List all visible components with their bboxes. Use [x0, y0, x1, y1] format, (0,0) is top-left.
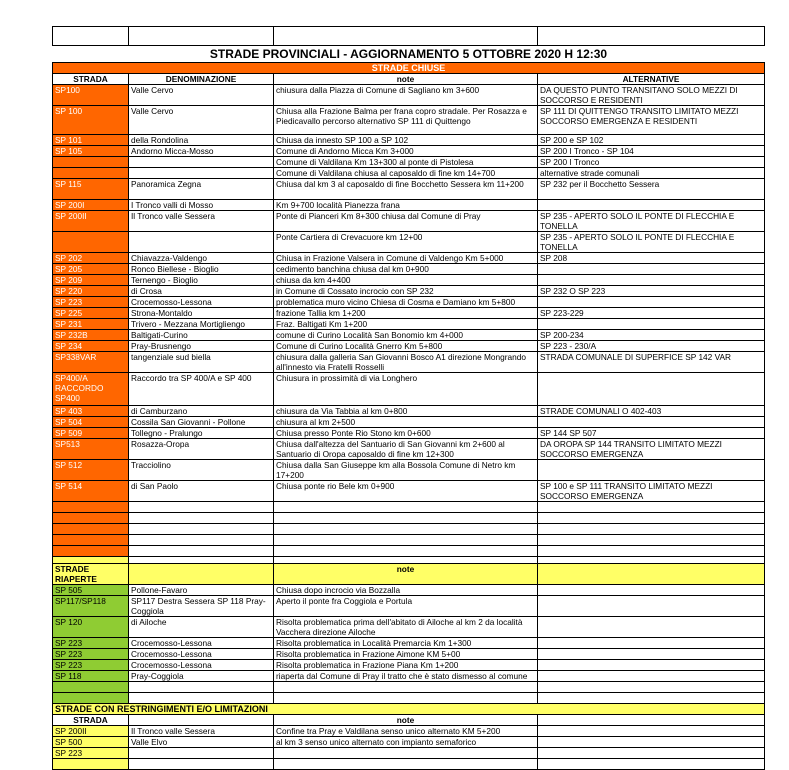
denominazione-cell: Crocemosso-Lessona [129, 297, 274, 308]
blank-cell [538, 535, 765, 546]
strada-cell: SP 500 [53, 737, 129, 748]
blank-cell [129, 564, 274, 585]
blank-cell [538, 682, 765, 693]
denominazione-cell: tangenziale sud biella [129, 352, 274, 373]
blank-cell [274, 682, 538, 693]
closed-empty-row [53, 535, 765, 546]
closed-row [53, 211, 765, 232]
blank-cell [274, 535, 538, 546]
page-title: STRADE PROVINCIALI - AGGIORNAMENTO 5 OTTOBRE 2020 H 12:30 [209, 47, 608, 61]
denominazione-cell [129, 157, 274, 168]
denominazione-cell: Andorno Micca-Mosso [129, 146, 274, 157]
note-cell: Chiusa presso Ponte Rio Stono km 0+600 [274, 428, 538, 439]
closed-row [53, 308, 765, 319]
note-cell: Comune di Valdilana Km 13+300 al ponte di Pistolesa [274, 157, 538, 168]
blank-cell [538, 748, 765, 759]
denominazione-cell: Valle Cervo [129, 85, 274, 106]
blank-cell [538, 726, 765, 737]
blank-cell [129, 513, 274, 524]
closed-column-headers [53, 74, 765, 85]
strada-cell: SP 505 [53, 585, 129, 596]
strada-cell: SP 209 [53, 275, 129, 286]
alternative-cell [538, 417, 765, 428]
note-cell: Chiusa alla Frazione Balma per frana copro stradale. Per Rosazza e Piedicavallo percorso alternativo SP 111 di Quittengo [274, 106, 538, 135]
alternative-cell: SP 200 e SP 102 [538, 135, 765, 146]
reopened-note-header: note [274, 564, 538, 585]
denominazione-cell [129, 168, 274, 179]
strada-cell: SP 234 [53, 341, 129, 352]
strada-cell: SP 509 [53, 428, 129, 439]
strada-cell: SP513 [53, 439, 129, 460]
note-cell: comune di Curino Località San Bonomio km 4+000 [274, 330, 538, 341]
limited-row [53, 737, 765, 748]
blank-cell [538, 585, 765, 596]
blank-cell [129, 715, 274, 726]
alternative-cell: SP 200-234 [538, 330, 765, 341]
alternative-cell [538, 264, 765, 275]
blank-cell [538, 660, 765, 671]
blank-cell [129, 693, 274, 704]
note-cell: chiusura dalla galleria San Giovanni Bosco A1 direzione Mongrando all'innesto via Fratelli Rosselli [274, 352, 538, 373]
alternative-cell: alternative strade comunali [538, 168, 765, 179]
alternative-cell [538, 319, 765, 330]
denominazione-cell: Crocemosso-Lessona [129, 638, 274, 649]
strada-cell: SP 232B [53, 330, 129, 341]
denominazione-cell: Crocemosso-Lessona [129, 649, 274, 660]
note-cell: in Comune di Cossato incrocio con SP 232 [274, 286, 538, 297]
denominazione-cell: Ronco Biellese - Bioglio [129, 264, 274, 275]
denominazione-cell: Ternengo - Bioglio [129, 275, 274, 286]
strada-cell: SP 115 [53, 179, 129, 200]
note-header: note [274, 715, 538, 726]
note-cell: Confine tra Pray e Valdilana senso unico alternato KM 5+200 [274, 726, 538, 737]
closed-row [53, 417, 765, 428]
blank-cell [129, 546, 274, 557]
alternative-cell: SP 200 I Tronco - SP 104 [538, 146, 765, 157]
closed-section-header [53, 63, 765, 74]
strada-cell: SP 200II [53, 211, 129, 232]
note-cell: chiusura da Via Tabbia al km 0+800 [274, 406, 538, 417]
blank-cell [129, 502, 274, 513]
strada-cell [53, 513, 129, 524]
strada-cell: SP400/A RACCORDO SP400 [53, 373, 129, 406]
strada-cell [53, 546, 129, 557]
note-cell: chiusura al km 2+500 [274, 417, 538, 428]
strada-cell: SP 202 [53, 253, 129, 264]
closed-row [53, 330, 765, 341]
alternative-cell [538, 275, 765, 286]
strada-cell [53, 524, 129, 535]
strada-cell: SP 120 [53, 617, 129, 638]
note-cell: Ponte Cartiera di Crevacuore km 12+00 [274, 232, 538, 253]
strada-cell: SP 223 [53, 660, 129, 671]
closed-row [53, 428, 765, 439]
denominazione-cell: Il Tronco valle Sessera [129, 211, 274, 232]
blank-cell [538, 638, 765, 649]
note-cell: Chiusa dopo incrocio via Bozzalla [274, 585, 538, 596]
blank-cell [538, 524, 765, 535]
blank-cell [538, 693, 765, 704]
closed-row [53, 286, 765, 297]
blank-cell [538, 502, 765, 513]
strada-cell: SP 101 [53, 135, 129, 146]
closed-row [53, 460, 765, 481]
denominazione-header: DENOMINAZIONE [129, 74, 274, 85]
reopened-row [53, 649, 765, 660]
strada-cell: SP 220 [53, 286, 129, 297]
strada-cell: SP 514 [53, 481, 129, 502]
blank-cell [538, 649, 765, 660]
blank-cell [274, 27, 538, 46]
strada-cell: SP 105 [53, 146, 129, 157]
closed-row [53, 157, 765, 168]
reopened-row [53, 638, 765, 649]
closed-row [53, 341, 765, 352]
reopened-section-header [53, 564, 765, 585]
alternative-cell: STRADA COMUNALE DI SUPERFICE SP 142 VAR [538, 352, 765, 373]
strada-cell: SP 504 [53, 417, 129, 428]
strada-cell: SP 200II [53, 726, 129, 737]
blank-cell [129, 557, 274, 564]
denominazione-cell: Tollegno - Pralungo [129, 428, 274, 439]
alternative-cell: STRADE COMUNALI O 402-403 [538, 406, 765, 417]
note-cell: frazione Tallia km 1+200 [274, 308, 538, 319]
alternative-cell: SP 100 e SP 111 TRANSITO LIMITATO MEZZI SOCCORSO EMERGENZA [538, 481, 765, 502]
closed-row [53, 275, 765, 286]
blank-cell [538, 715, 765, 726]
alternative-cell: DA OROPA SP 144 TRANSITO LIMITATO MEZZI SOCCORSO EMERGENZA [538, 439, 765, 460]
denominazione-cell: Cossila San Giovanni - Pollone [129, 417, 274, 428]
note-cell [274, 748, 538, 759]
denominazione-cell [129, 232, 274, 253]
blank-cell [538, 737, 765, 748]
denominazione-cell: Il Tronco valle Sessera [129, 726, 274, 737]
closed-empty-row [53, 513, 765, 524]
note-cell: problematica muro vicino Chiesa di Cosma e Damiano km 5+800 [274, 297, 538, 308]
closed-row [53, 135, 765, 146]
note-cell: Chiusa da innesto SP 100 a SP 102 [274, 135, 538, 146]
closed-row [53, 146, 765, 157]
alternative-cell [538, 460, 765, 481]
road-status-sheet [52, 26, 765, 770]
blank-cell [538, 557, 765, 564]
strada-cell: SP 200I [53, 200, 129, 211]
reopened-row [53, 596, 765, 617]
note-cell: Chiusa ponte rio Bele km 0+900 [274, 481, 538, 502]
alternative-cell: SP 223 - 230/A [538, 341, 765, 352]
blank-cell [274, 546, 538, 557]
blank-cell [274, 524, 538, 535]
note-cell: Chiusa dalla San Giuseppe km alla Bossola Comune di Netro km 17+200 [274, 460, 538, 481]
note-cell: Chiusa in Frazione Valsera in Comune di Valdengo Km 5+000 [274, 253, 538, 264]
denominazione-cell: Valle Cervo [129, 106, 274, 135]
closed-row [53, 200, 765, 211]
denominazione-cell: della Rondolina [129, 135, 274, 146]
denominazione-cell: Pray-Coggiola [129, 671, 274, 682]
closed-empty-row [53, 546, 765, 557]
note-cell: al km 3 senso unico alternato con impianto semaforico [274, 737, 538, 748]
reopened-row [53, 660, 765, 671]
blank-cell [538, 596, 765, 617]
blank-cell [53, 27, 129, 46]
closed-empty-row [53, 524, 765, 535]
strada-header: STRADA [53, 74, 129, 85]
limited-row [53, 748, 765, 759]
note-cell: Comune di Curino Località Gnerro Km 5+800 [274, 341, 538, 352]
title-row [53, 46, 765, 63]
reopened-empty-row [53, 693, 765, 704]
closed-row [53, 264, 765, 275]
closed-row [53, 297, 765, 308]
denominazione-cell: Baltigati-Curino [129, 330, 274, 341]
reopened-row [53, 671, 765, 682]
note-cell: Km 9+700 località Pianezza frana [274, 200, 538, 211]
denominazione-cell: Pollone-Favaro [129, 585, 274, 596]
denominazione-cell: Tracciolino [129, 460, 274, 481]
reopened-section-label: STRADE RIAPERTE [53, 564, 129, 585]
blank-cell [129, 27, 274, 46]
alternative-cell: SP 223-229 [538, 308, 765, 319]
strada-cell: SP 223 [53, 649, 129, 660]
blank-cell [274, 513, 538, 524]
blank-cell [274, 502, 538, 513]
note-cell: Risolta problematica in Frazione Aimone KM 5+00 [274, 649, 538, 660]
blank-cell [274, 693, 538, 704]
closed-row [53, 319, 765, 330]
blank-cell [538, 546, 765, 557]
strada-cell [53, 535, 129, 546]
closed-row [53, 179, 765, 200]
strada-cell: SP117/SP118 [53, 596, 129, 617]
note-cell: Chiusa dal km 3 al caposaldo di fine Bocchetto Sessera km 11+200 [274, 179, 538, 200]
alternative-cell: SP 235 - APERTO SOLO IL PONTE DI FLECCHIA E TONELLA [538, 232, 765, 253]
alternative-cell: SP 200 I Tronco [538, 157, 765, 168]
closed-row [53, 232, 765, 253]
alternative-cell: SP 232 O SP 223 [538, 286, 765, 297]
closed-row [53, 481, 765, 502]
closed-row [53, 168, 765, 179]
note-cell: Chiusa dall'altezza del Santuario di San Giovanni km 2+600 al Santuario di Oropa caposaldo di fine km 12+300 [274, 439, 538, 460]
denominazione-cell: di Crosa [129, 286, 274, 297]
top-blank-row [53, 27, 765, 46]
strada-cell: SP 223 [53, 297, 129, 308]
strada-cell [53, 682, 129, 693]
note-cell: Risolta problematica prima dell'abitato di Ailoche al km 2 da località Vacchera direzione Ailoche [274, 617, 538, 638]
denominazione-cell [129, 748, 274, 759]
alternative-cell: DA QUESTO PUNTO TRANSITANO SOLO MEZZI DI SOCCORSO E RESIDENTI [538, 85, 765, 106]
strada-cell: SP338VAR [53, 352, 129, 373]
denominazione-cell: Pray-Brusnengo [129, 341, 274, 352]
reopened-row [53, 585, 765, 596]
note-cell: Ponte di Pianceri Km 8+300 chiusa dal Comune di Pray [274, 211, 538, 232]
strada-cell [53, 232, 129, 253]
denominazione-cell: SP117 Destra Sessera SP 118 Pray-Coggiola [129, 596, 274, 617]
strada-cell [53, 168, 129, 179]
strada-cell: SP 205 [53, 264, 129, 275]
note-cell: chiusura dalla Piazza di Comune di Sagliano km 3+600 [274, 85, 538, 106]
limited-section-header [53, 704, 765, 715]
alternative-cell [538, 200, 765, 211]
alternative-cell: SP 111 DI QUITTENGO TRANSITO LIMITATO MEZZI SOCCORSO EMERGENZA E RESIDENTI [538, 106, 765, 135]
closed-row [53, 106, 765, 135]
note-cell: Risolta problematica in Frazione Piana Km 1+200 [274, 660, 538, 671]
strada-cell [53, 693, 129, 704]
alternative-header: ALTERNATIVE [538, 74, 765, 85]
blank-cell [129, 524, 274, 535]
alternative-cell: SP 235 - APERTO SOLO IL PONTE DI FLECCHIA E TONELLA [538, 211, 765, 232]
alternative-cell: SP 232 per il Bocchetto Sessera [538, 179, 765, 200]
denominazione-cell: Crocemosso-Lessona [129, 660, 274, 671]
note-cell: Fraz. Baltigati Km 1+200 [274, 319, 538, 330]
closed-row [53, 439, 765, 460]
blank-cell [538, 671, 765, 682]
strada-cell: SP 512 [53, 460, 129, 481]
reopened-empty-row [53, 682, 765, 693]
strada-cell: SP100 [53, 85, 129, 106]
note-cell: chiusa da km 4+400 [274, 275, 538, 286]
strada-cell: SP 223 [53, 638, 129, 649]
blank-cell [538, 617, 765, 638]
strada-cell: SP 225 [53, 308, 129, 319]
denominazione-cell: Trivero - Mezzana Mortigliengo [129, 319, 274, 330]
strada-cell: SP 118 [53, 671, 129, 682]
note-header: note [274, 74, 538, 85]
closed-row [53, 373, 765, 406]
strada-cell [53, 502, 129, 513]
alternative-cell: SP 144 SP 507 [538, 428, 765, 439]
note-cell: Comune di Andorno Micca Km 3+000 [274, 146, 538, 157]
closed-row [53, 352, 765, 373]
note-cell: riaperta dal Comune di Pray il tratto che è stato dismesso al comune [274, 671, 538, 682]
note-cell: cedimento banchina chiusa dal km 0+900 [274, 264, 538, 275]
denominazione-cell: di Camburzano [129, 406, 274, 417]
denominazione-cell: Raccordo tra SP 400/A e SP 400 [129, 373, 274, 406]
section-gap [53, 557, 765, 564]
closed-row [53, 253, 765, 264]
denominazione-cell: Chiavazza-Valdengo [129, 253, 274, 264]
blank-cell [274, 557, 538, 564]
alternative-cell: SP 208 [538, 253, 765, 264]
blank-cell [538, 564, 765, 585]
closed-row [53, 406, 765, 417]
blank-cell [53, 557, 129, 564]
blank-cell [129, 535, 274, 546]
blank-cell [129, 682, 274, 693]
denominazione-cell: Rosazza-Oropa [129, 439, 274, 460]
strada-cell: SP 403 [53, 406, 129, 417]
strada-header: STRADA [53, 715, 129, 726]
note-cell: Aperto il ponte fra Coggiola e Portula [274, 596, 538, 617]
strada-cell: SP 100 [53, 106, 129, 135]
denominazione-cell: Valle Elvo [129, 737, 274, 748]
limited-section-label: STRADE CON RESTRINGIMENTI E/O LIMITAZIONI [53, 704, 765, 715]
reopened-row [53, 617, 765, 638]
denominazione-cell: Strona-Montaldo [129, 308, 274, 319]
denominazione-cell: di Ailoche [129, 617, 274, 638]
blank-cell [538, 27, 765, 46]
alternative-cell [538, 373, 765, 406]
strada-cell [53, 157, 129, 168]
strada-cell: SP 231 [53, 319, 129, 330]
denominazione-cell: di San Paolo [129, 481, 274, 502]
blank-cell [538, 513, 765, 524]
denominazione-cell: Panoramica Zegna [129, 179, 274, 200]
note-cell: Chiusura in prossimità di via Longhero [274, 373, 538, 406]
alternative-cell [538, 297, 765, 308]
closed-empty-row [53, 502, 765, 513]
limited-column-headers [53, 715, 765, 726]
limited-row [53, 726, 765, 737]
note-cell: Risolta problematica in Località Premarcia Km 1+300 [274, 638, 538, 649]
strada-cell: SP 223 [53, 748, 129, 759]
closed-row [53, 85, 765, 106]
denominazione-cell: I Tronco valli di Mosso [129, 200, 274, 211]
note-cell: Comune di Valdilana chiusa al caposaldo di fine km 14+700 [274, 168, 538, 179]
closed-section-label: STRADE CHIUSE [53, 63, 765, 74]
